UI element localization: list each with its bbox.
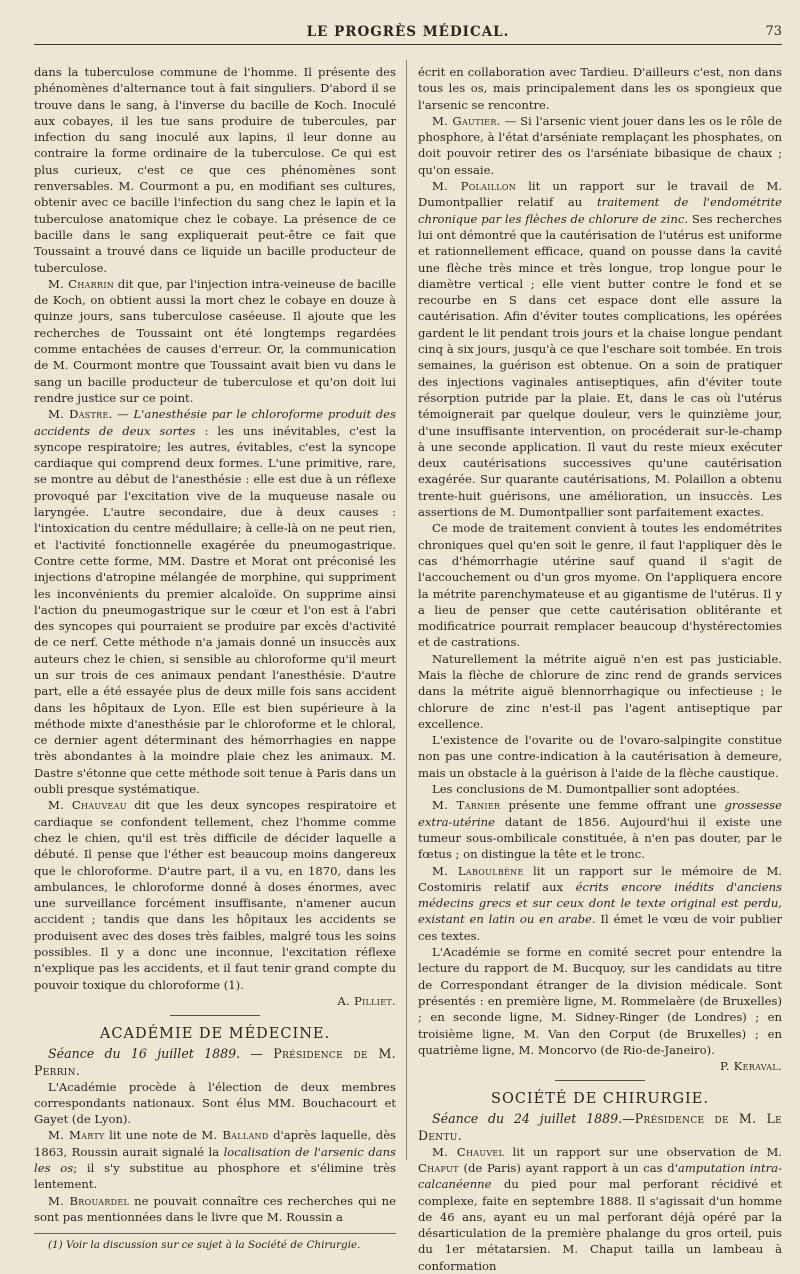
section-rule — [170, 1015, 260, 1016]
paragraph-brouardel — [34, 1193, 396, 1226]
topic-title: amputation intra-calcanéenne — [418, 1161, 782, 1192]
paragraph-polaillon — [418, 178, 782, 520]
paragraph-text: (de Paris) ayant rapport à un cas d' — [458, 1161, 678, 1175]
paragraph-text: — Si l'arsenic vient jouer dans les os le rôle de phosphore, à l'état d'arséniate remplaçant les phosphates, on doit pouvoir retirer des os l'arséniate bibasique de chaux ; qu'on essaie. — [418, 113, 782, 177]
paragraph-text: présente une femme offrant une — [500, 798, 725, 813]
footnote-rule — [34, 1233, 396, 1234]
signature: A. Pilliet. — [337, 993, 396, 1008]
paragraph-tarnier — [418, 797, 782, 862]
paragraph-text: datant de 1856. Aujourd'hui il existe une tumeur sous-ombilicale constituée, à n'en pas douter, par le fœtus ; on distingue la tête et le tronc. — [418, 814, 782, 862]
topic-title: localisation de l'arsenic dans les os — [34, 1144, 396, 1175]
left-column — [34, 64, 396, 1252]
paragraph-text: d'après laquelle, dès 1863, Roussin aurait signalé la — [34, 1128, 397, 1159]
dash: — — [622, 1110, 635, 1126]
speaker-name: M. Chauveau — [48, 798, 127, 813]
paragraph-marty — [34, 1127, 396, 1192]
column-divider — [406, 60, 407, 1160]
paragraph-laboulbene — [418, 863, 782, 944]
speaker-name: M. Gautier. — [432, 113, 501, 128]
footnote: (1) Voir la discussion sur ce sujet à la Société de Chirurgie. — [48, 1239, 361, 1252]
speaker-name: M. Charrin — [48, 276, 115, 291]
paragraph-metrite: Naturellement la métrite aiguë n'en est pas justiciable. Mais la flèche de chlorure de zinc rend de grands services dans la métrite aiguë blennorrhagique ou infectieuse ; le chlorure de zinc n'est-il pas l'agent antiseptique par excellence. — [418, 651, 782, 731]
session-date: Séance du 16 juillet 1889. — [48, 1045, 241, 1061]
speaker-name: M. Balland — [201, 1128, 269, 1143]
paragraph-chauvel — [418, 1144, 782, 1274]
speaker-name: M. Chauvel — [432, 1144, 505, 1159]
paragraph-text: lit un rapport sur le travail de M. Dumontpallier relatif au — [418, 179, 783, 210]
paragraph-dastre — [34, 406, 396, 797]
topic-title: traitement de l'endométrite chronique par les flèches de chlorure de zinc. — [418, 195, 782, 226]
session-line — [418, 1110, 782, 1144]
topic-title: écrits encore inédits d'anciens médecins grecs et sur ceux dont le texte original est perdu, existant en latin ou en arabe. — [418, 879, 782, 927]
signature: P. Keraval. — [719, 1059, 782, 1074]
paragraph-text: du pied pour mal perforant récidivé et complexe, faite en septembre 1888. Il s'agissait d'un homme de 46 ans, ayant eu un mal perforant déjà opéré par la désarticulation de la première phalange du gros orteil, puis du 1er métatarsien. M. Chaput tailla un lambeau à conformation — [418, 1177, 782, 1273]
paragraph-text: lit un rapport sur le mémoire de M. Costomiris relatif aux — [418, 863, 782, 894]
paragraph-conclusions: Les conclusions de M. Dumontpallier sont adoptées. — [432, 782, 740, 797]
paragraph-text: Ses recherches lui ont démontré que la cautérisation de l'utérus est uniforme et rationnellement efficace, quand on pousse dans la cavité une flèche très mince et très longue, trop longue pour le diamètre vertical ; elle vient butter contre le fond et se recourbe en S dans cet espace dont elle assure la cautérisation. Afin d'éviter toutes complications, les opérées gardent le lit pendant trois jours et la chaise longue pendant cinq à six jours, jusqu'à ce que l'eschare soit tombée. En trois semaines, la guérison est obtenue. On a soin de pratiquer des injections vaginales antiseptiques, afin d'éviter toute résorption putride par la plaie. Et, dans le cas où l'utérus témoignerait par quelque douleur, vers le quinzième jour, d'une insuffisante intervention, on procéderait sur-le-champ à une seconde application. Il vaut du reste mieux exécuter deux cautérisations successives qu'une cautérisation exagérée. Sur quarante cautérisations, M. Polaillon a obtenu trente-huit guérisons, une amélioration, un insuccès. Les assertions de M. Dumontpallier sont parfaitement exactes. — [418, 211, 782, 520]
speaker-name: M. Tarnier — [432, 798, 501, 813]
right-column — [418, 64, 782, 1274]
paragraph-comite: L'Académie se forme en comité secret pour entendre la lecture du rapport de M. Bucquoy, sur les candidats au titre de Correspondant étranger de la division médicale. Sont présentés : en première ligne, M. Rommelaère (de Bruxelles) ; en seconde ligne, M. Sidney-Ringer (de Londres) ; en troisième ligne, M. Van den Corput (de Bruxelles) ; en quatrième ligne, M. Moncorvo (de Rio-de-Janeiro). — [418, 945, 782, 1057]
paragraph-continued: dans la tuberculose commune de l'homme. Il présente des phénomènes d'alternance tout à fait singuliers. D'abord il se trouve dans le sang, à l'inverse du bacille de Koch. Inoculé aux cobayes, il les tue sans produire de tubercules, par infection du sang inoculé aux lapins, il leur donne au contraire la forme ordinaire de la tuberculose. Ce qui est plus curieux, c'est ce que ces phénomènes sont renversables. M. Courmont a pu, en modifiant ses cultures, obtenir avec ce bacille l'infection du sang chez le lapin et la tuberculose anatomique chez le cobaye. La présence de ce bacille dans le sang expliquerait peut-être ce fait que Toussaint a trouvé dans ce liquide un bacille producteur de tuberculose. — [34, 65, 396, 275]
session-date: Séance du 24 juillet 1889. — [432, 1110, 623, 1126]
paragraph-text: Il émet le vœu de voir publier ces textes. — [418, 912, 783, 943]
paragraph-text: dit que, par l'injection intra-veineuse de bacille de Koch, on obtient aussi la mort chez le cobaye en douze à quinze jours, sans tuberculose caséeuse. Il ajoute que les recherches de Toussaint ont été longtemps regardées comme entachées de causes d'erreur. Or, la communication de M. Courmont montre que Toussaint avait bien vu dans le sang un bacille producteur de tuberculose et qu'on doit lui rendre justice sur ce point. — [34, 276, 396, 405]
section-rule — [555, 1080, 645, 1081]
paragraph-text: lit un rapport sur une observation de M. — [504, 1144, 783, 1159]
paragraph-chauveau — [34, 797, 396, 993]
paragraph-text: : les uns inévitables, c'est la syncope respiratoire; les autres, évitables, c'est la syncope cardiaque qui comprend deux formes. L'une primitive, rare, se montre au début de l'anesthésie : elle est due à un réflexe provoqué par l'excitation vive de la muqueuse nasale ou laryngée. L'autre secondaire, due à deux causes : l'intoxication du centre médullaire; à celle-là on ne peut rien, et l'activité fonctionnelle exagérée du pneumogastrique. Contre cette forme, MM. Dastre et Morat ont préconisé les injections d'atropine mélangée de morphine, qui suppriment les inconvénients du premier alcaloïde. On supprime ainsi l'action du pneumogastrique sur le cœur et l'on est à l'abri des syncopes qui pourraient se produire par excès d'activité de ce nerf. Cette méthode n'a jamais donné un insuccès aux auteurs chez le chien, si sensible au chloroforme qu'il meurt un sur trois de ces animaux pendant l'anesthésie. D'autre part, elle a été essayée plus de deux mille fois sans accident dans les hôpitaux de Lyon. Elle est bien supérieure à la méthode mixte d'anesthésie par le chloroforme et le chloral, ce dernier agent déterminant des hémorrhagies en nappe très abondantes à la moindre plaie chez les animaux. M. Dastre s'étonne que cette méthode soit tenue à Paris dans un oubli presque systématique. — [34, 423, 396, 797]
speaker-name: M. Dastre. — [48, 407, 113, 422]
paragraph-text: ne pouvait connaître ces recherches qui ne sont pas mentionnées dans le livre que M. Roussin a — [34, 1193, 396, 1224]
paragraph-ovarite: L'existence de l'ovarite ou de l'ovaro-salpingite constitue non pas une contre-indication à la cautérisation à demeure, mais un obstacle à la guérison à l'aide de la flèche caustique. — [418, 733, 782, 780]
speaker-name: Chaput — [418, 1161, 459, 1175]
speaker-name: M. Marty — [48, 1128, 105, 1143]
session-presidence: Présidence de M. Le Dentu. — [418, 1110, 783, 1143]
journal-title: LE PROGRÈS MÉDICAL. — [306, 24, 510, 40]
session-line — [34, 1045, 396, 1079]
paragraph-gautier — [418, 113, 782, 178]
paragraph-charrin — [34, 276, 396, 406]
dash: — — [112, 407, 134, 422]
section-title-chirurgie: SOCIÉTÉ DE CHIRURGIE. — [491, 1091, 709, 1108]
section-title-academie: ACADÉMIE DE MÉDECINE. — [99, 1026, 331, 1043]
speaker-name: M. Polaillon — [432, 179, 517, 194]
topic-title: grossesse extra-utérine — [418, 798, 782, 829]
paragraph-text: lit une note de — [104, 1128, 202, 1143]
paragraph-continued: écrit en collaboration avec Tardieu. D'ailleurs c'est, non dans tous les os, mais principalement dans les os spongieux que l'arsenic se rencontre. — [418, 65, 782, 112]
paragraph-text: ; il s'y substitue au phosphore et s'élimine très lentement. — [34, 1161, 397, 1192]
paragraph-text: dit que les deux syncopes respiratoire et cardiaque se confondent tellement, chez l'homme comme chez le chien, qu'il est très difficile de décider laquelle a débuté. Il pense que l'éther est beaucoup moins dangereux que le chloroforme. D'autre part, il a vu, en 1870, dans les ambulances, le chloroforme donné à doses énormes, avec une surveillance forcément insuffisante, n'amener aucun accident ; tandis que dans les hôpitaux les accidents se produisent avec des doses très faibles, malgré tous les soins possibles. Il y a donc une inconnue, l'excitation réflexe n'explique pas les accidents, et il faut tenir grand compte du pouvoir toxique du chloroforme (1). — [34, 798, 397, 992]
speaker-name: M. Brouardel — [48, 1193, 130, 1208]
page-number: 73 — [765, 24, 782, 39]
session-presidence: Présidence de M. Perrin. — [34, 1045, 396, 1078]
topic-title: L'anesthésie par le chloroforme produit des accidents de deux sortes — [34, 407, 396, 438]
speaker-name: M. Laboulbène — [432, 863, 524, 878]
paragraph-traitement: Ce mode de traitement convient à toutes les endométrites chroniques quel qu'en soit le genre, il faut l'appliquer dès le cas d'hémorrhagie utérine sauf quand il s'agit de l'accouchement ou d'un gros myome. On l'appliquera encore la métrite parenchymateuse et au gigantisme de l'utérus. Il y a lieu de penser que cette cautérisation oblitérante et modificatrice pourrait remplacer beaucoup d'hystérectomies et de castrations. — [418, 521, 782, 650]
running-header — [34, 22, 782, 45]
paragraph-election: L'Académie procède à l'élection de deux membres correspondants nationaux. Sont élus MM. Bouchacourt et Gayet (de Lyon). — [34, 1079, 396, 1127]
dash: — — [240, 1045, 274, 1061]
